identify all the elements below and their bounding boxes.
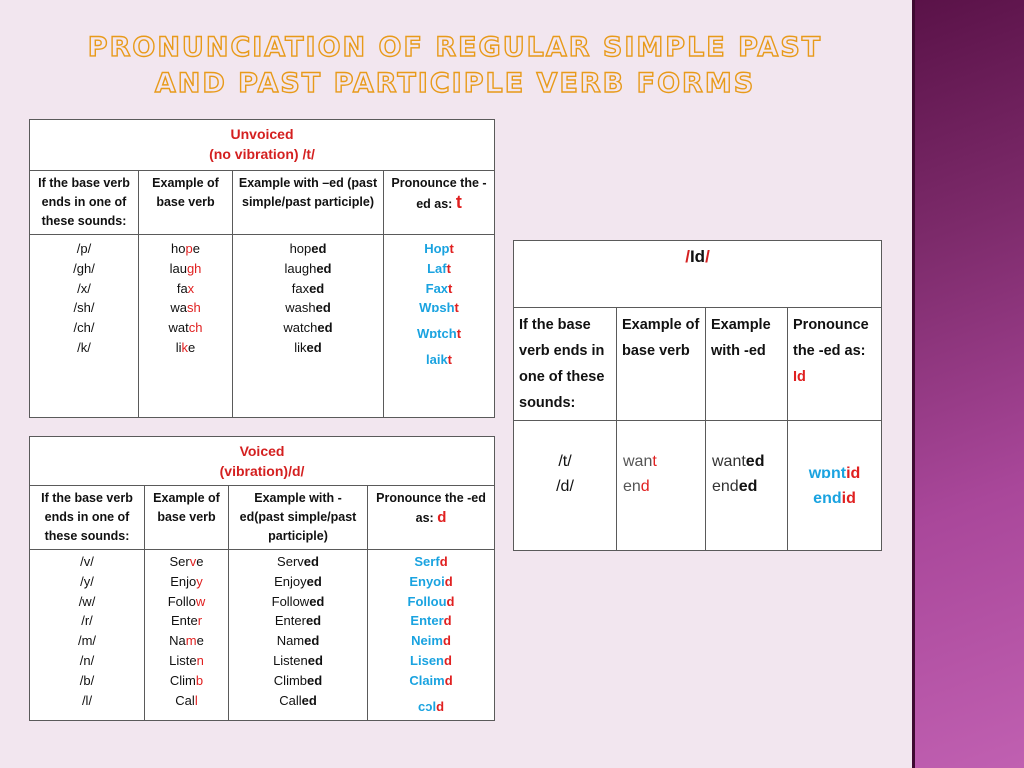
header-pronounce: Pronounce the -ed as: t (384, 171, 495, 235)
sound-item: /b/ (79, 672, 95, 688)
header-example-base: Example of base verb (139, 171, 233, 235)
with-ed-column (233, 235, 384, 418)
slide-title-line-1: PRONUNCIATION OF REGULAR SIMPLE PAST (87, 32, 823, 63)
with-ed-item: faxed (291, 280, 325, 296)
header-sounds: If the base verb ends in one of these sounds: (514, 308, 617, 421)
sound-item: /v/ (80, 554, 94, 569)
id-table (513, 240, 882, 551)
pronounce-item: Laft (427, 260, 451, 276)
with-ed-item: Served (277, 554, 319, 569)
pronounce-column (384, 235, 495, 418)
with-ed-item: Entered (274, 613, 322, 629)
with-ed-item: Named (276, 633, 320, 649)
with-ed-item: ended (712, 478, 758, 495)
pronounce-item: Wɒtcht (416, 326, 462, 342)
base-verb-item: hope (171, 241, 200, 256)
with-ed-item: washed (285, 300, 331, 316)
id-table-panel (513, 240, 881, 551)
with-ed-item: watched (283, 320, 333, 336)
with-ed-item: hoped (289, 241, 327, 256)
voiced-table (29, 436, 495, 721)
pronounce-item: Hopt (424, 241, 454, 256)
voiced-table-panel (29, 436, 494, 721)
sound-item: /r/ (81, 613, 93, 629)
header-example-base: Example of base verb (617, 308, 706, 421)
header-example-base: Example of base verb (145, 486, 229, 550)
sound-item: /ch/ (73, 320, 95, 336)
sound-item: /d/ (556, 478, 574, 495)
pronounce-item: cɔld (418, 698, 445, 714)
base-verb-item: watch (168, 320, 203, 336)
slide-title (40, 30, 870, 102)
base-verb-item: Enter (170, 613, 203, 629)
unvoiced-caption: Unvoiced (no vibration) /t/ (30, 120, 495, 171)
base-verb-item: like (175, 339, 196, 355)
header-sounds: If the base verb ends in one of these sounds: (30, 171, 139, 235)
pronounce-sound: t (455, 192, 462, 212)
base-verb-item: Call (175, 692, 198, 708)
sound-item: /sh/ (73, 300, 95, 316)
with-ed-item: liked (294, 339, 322, 355)
sound-item: /l/ (81, 692, 93, 708)
id-caption: /Id/ (514, 241, 882, 308)
base-verb-item: Climb (169, 672, 204, 688)
sound-item: /gh/ (73, 260, 95, 276)
pronounce-column (788, 421, 882, 551)
header-sounds: If the base verb ends in one of these sounds: (30, 486, 145, 550)
pronounce-item: Serfd (414, 554, 448, 569)
pronounce-sound: d (437, 509, 447, 526)
pronounce-item: Folloud (407, 593, 455, 609)
pronounce-column (368, 550, 495, 721)
with-ed-column (229, 550, 368, 721)
pronounce-item: wɒntid (808, 465, 861, 482)
pronounce-sound: Id (793, 369, 806, 385)
sound-item: /t/ (558, 453, 572, 470)
pronounce-item: endid (813, 490, 856, 507)
with-ed-item: Followed (271, 593, 325, 609)
sound-item: /k/ (77, 339, 91, 355)
sound-item: /y/ (80, 573, 94, 589)
pronounce-item: Lisend (410, 652, 452, 668)
pronounce-item: laikt (425, 351, 453, 367)
with-ed-item: laughed (284, 260, 332, 276)
base-verb-column (145, 550, 229, 721)
header-pronounce: Pronounce the -ed as: d (368, 486, 495, 550)
base-verb-item: Follow (167, 593, 206, 609)
with-ed-item: Called (279, 692, 317, 708)
header-example-ed: Example with -ed (706, 308, 788, 421)
base-verb-item: end (623, 478, 650, 495)
base-verb-column (139, 235, 233, 418)
pronounce-item: Wɒsht (419, 300, 459, 316)
with-ed-column (706, 421, 788, 551)
header-example-ed: Example with –ed (past simple/past participle) (233, 171, 384, 235)
base-verb-item: Listen (169, 652, 204, 668)
sounds-column (30, 235, 139, 418)
base-verb-item: Name (169, 633, 204, 649)
decorative-side-band (912, 0, 1024, 768)
pronounce-item: Enterd (410, 613, 452, 629)
sound-item: /m/ (77, 633, 97, 649)
unvoiced-table-panel (29, 119, 494, 418)
base-verb-item: Serve (169, 554, 204, 569)
sound-item: /x/ (77, 280, 91, 296)
header-example-ed: Example with - ed(past simple/past participle) (229, 486, 368, 550)
base-verb-column (617, 421, 706, 551)
base-verb-item: Enjoy (170, 573, 203, 589)
pronounce-item: Claimd (409, 672, 453, 688)
with-ed-item: Enjoyed (274, 573, 322, 589)
unvoiced-table (29, 119, 495, 418)
header-pronounce: Pronounce the -ed as: Id (788, 308, 882, 421)
sound-item: /w/ (78, 593, 96, 609)
pronounce-item: Enyoid (409, 573, 453, 589)
slide-title-line-2: AND PAST PARTICIPLE VERB FORMS (154, 68, 756, 99)
base-verb-item: want (623, 453, 657, 470)
with-ed-item: wanted (712, 453, 765, 470)
sound-item: /n/ (79, 652, 95, 668)
sound-item: /p/ (76, 241, 92, 256)
sounds-column (514, 421, 617, 551)
voiced-caption: Voiced (vibration)/d/ (30, 437, 495, 486)
base-verb-item: fax (176, 280, 195, 296)
base-verb-item: wash (170, 300, 201, 316)
pronounce-item: Faxt (425, 280, 453, 296)
base-verb-item: laugh (169, 260, 202, 276)
with-ed-item: Listened (273, 652, 323, 668)
pronounce-item: Neimd (411, 633, 451, 649)
with-ed-item: Climbed (273, 672, 323, 688)
sounds-column (30, 550, 145, 721)
